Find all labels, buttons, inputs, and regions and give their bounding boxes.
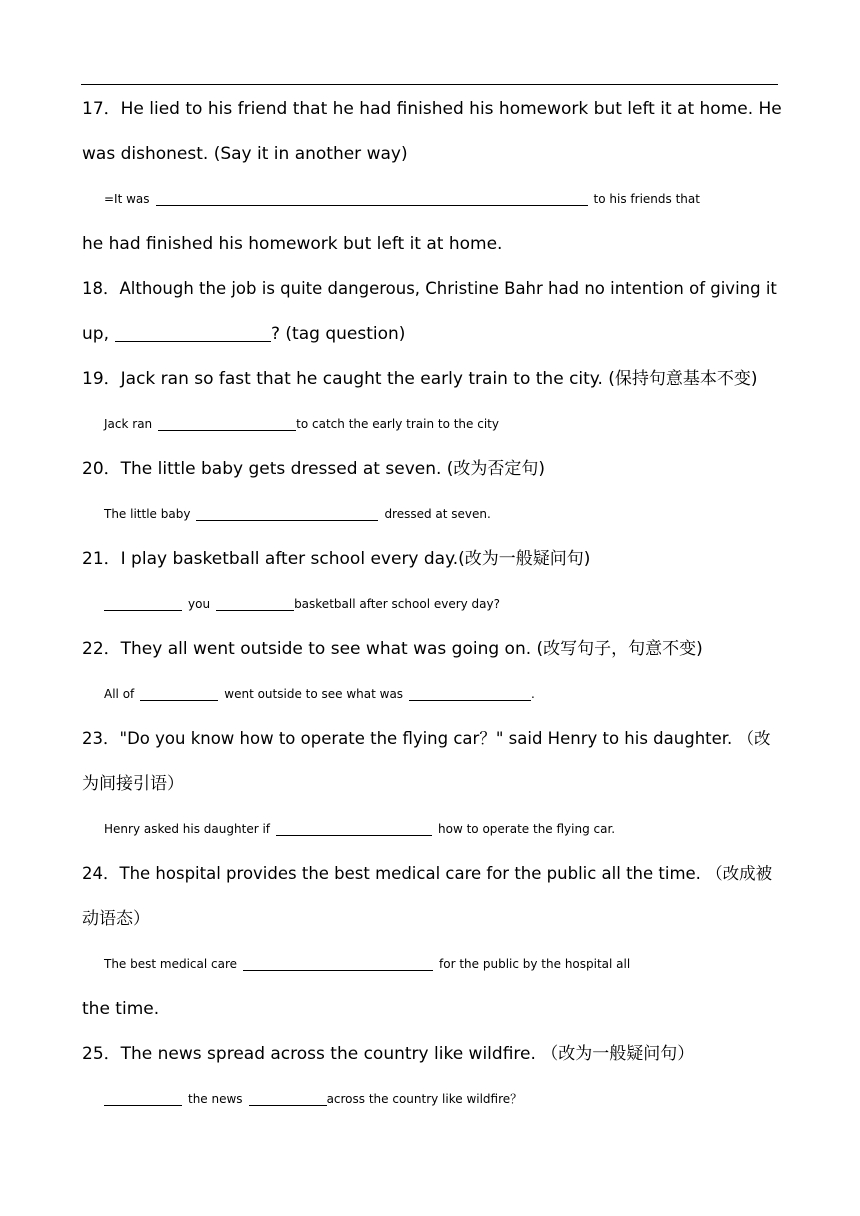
header-rule xyxy=(81,84,778,85)
q19-line-1: 19．Jack ran so fast that he caught the early train to the city. (保持句意基本不变) xyxy=(82,369,758,389)
q20-line-1: 20．The little baby gets dressed at seven. (改为否定句) xyxy=(82,459,546,479)
q22-suffix: . xyxy=(531,687,535,701)
q18-suffix: ? (tag question) xyxy=(270,324,406,344)
q17-suffix: to his friends that xyxy=(593,192,700,206)
q25-line-1: 25．The news spread across the country like wildfire. （改为一般疑问句） xyxy=(82,1044,695,1064)
q18-line-1: 18．Although the job is quite dangerous, Christine Bahr had no intention of giving it xyxy=(82,279,777,298)
q25-line-2 xyxy=(104,1087,784,1111)
q25-answer-blank-1[interactable] xyxy=(104,1087,182,1106)
q17-answer-blank[interactable] xyxy=(156,187,588,206)
q24-prefix: The best medical care xyxy=(104,957,238,971)
q22-answer-blank-2[interactable] xyxy=(409,682,531,701)
q20-line-2 xyxy=(104,502,784,526)
q23-line-1: 23．"Do you know how to operate the flying car？" said Henry to his daughter. （改 xyxy=(82,729,771,748)
q22-answer-blank-1[interactable] xyxy=(140,682,218,701)
q24-answer-blank[interactable] xyxy=(243,952,433,971)
q24-line-2: 动语态） xyxy=(82,909,150,929)
q21-suffix: basketball after school every day? xyxy=(294,597,500,611)
q18-line-2 xyxy=(82,322,782,346)
q21-line-2 xyxy=(104,592,784,616)
q22-line-2 xyxy=(104,682,784,706)
q20-prefix: The little baby xyxy=(104,507,191,521)
q21-answer-blank-2[interactable] xyxy=(216,592,294,611)
q24-line-1: 24．The hospital provides the best medical care for the public all the time. （改成被 xyxy=(82,864,773,883)
q17-line-2: was dishonest. (Say it in another way) xyxy=(82,144,408,164)
q22-prefix: All of xyxy=(104,687,135,701)
q19-prefix: Jack ran xyxy=(104,417,153,431)
q19-answer-blank[interactable] xyxy=(158,412,296,431)
q23-prefix: Henry asked his daughter if xyxy=(104,822,271,836)
q21-line-1: 21．I play basketball after school every day.(改为一般疑问句) xyxy=(82,549,591,569)
q20-answer-blank[interactable] xyxy=(196,502,378,521)
q17-prefix: =It was xyxy=(104,192,150,206)
q22-line-1: 22．They all went outside to see what was going on. (改写句子，句意不变) xyxy=(82,639,703,659)
q24-line-4: the time. xyxy=(82,999,160,1019)
q24-suffix: for the public by the hospital all xyxy=(439,957,631,971)
q21-middle: you xyxy=(188,597,211,611)
q23-answer-blank[interactable] xyxy=(276,817,432,836)
q25-suffix: across the country like wildfire？ xyxy=(326,1092,523,1106)
q19-line-2 xyxy=(104,412,784,436)
q18-answer-blank[interactable] xyxy=(115,323,271,342)
q24-line-3 xyxy=(104,952,784,976)
q22-middle: went outside to see what was xyxy=(224,687,404,701)
q17-line-3 xyxy=(104,187,784,211)
q21-answer-blank-1[interactable] xyxy=(104,592,182,611)
q18-prefix: up, xyxy=(82,324,109,344)
q17-line-1: 17．He lied to his friend that he had finished his homework but left it at home. He xyxy=(82,99,782,119)
q25-middle: the news xyxy=(188,1092,243,1106)
q17-line-4: he had finished his homework but left it at home. xyxy=(82,234,503,254)
q20-suffix: dressed at seven. xyxy=(384,507,491,521)
q19-suffix: to catch the early train to the city xyxy=(296,417,499,431)
q25-answer-blank-2[interactable] xyxy=(249,1087,327,1106)
q23-line-3 xyxy=(104,817,784,841)
q23-line-2: 为间接引语） xyxy=(82,774,184,794)
q23-suffix: how to operate the flying car. xyxy=(438,822,616,836)
